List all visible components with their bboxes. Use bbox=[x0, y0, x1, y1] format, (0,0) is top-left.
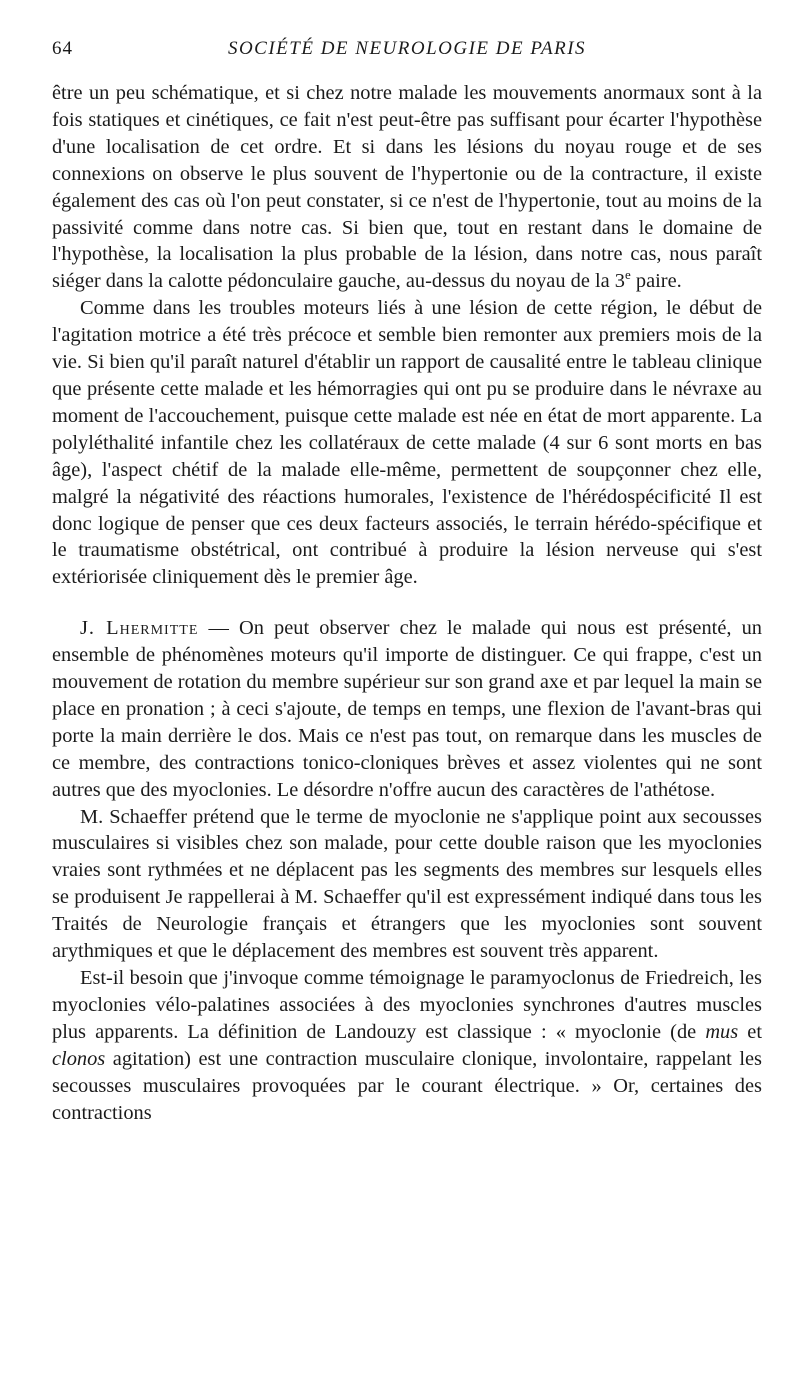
paragraph-lhermitte-text: — On peut observer chez le malade qui nous est présenté, un ensemble de phénomènes moteurs qu'il importe de distinguer. Ce qui frappe, c'est un mouvement de rotation du membre supérieur sur son grand axe et par lequel la main se place en pronation ; à ceci s'ajoute, de temps en temps, une flexion de l'avant-bras qui porte la main derrière le dos. Mais ce n'est pas tout, on remarque dans les muscles de ce membre, des contractions tonico-cloniques brèves et assez violentes qui ne sont autres que des myoclonies. Le désordre n'offre aucun des caractères de l'athétose. bbox=[52, 617, 762, 801]
paragraph-localisation-end: paire. bbox=[630, 270, 682, 293]
book-page bbox=[52, 38, 762, 1126]
paragraph-localisation bbox=[52, 80, 762, 295]
paragraph-schaeffer-reply: M. Schaeffer prétend que le terme de myoclonie ne s'applique point aux secousses musculaires si visibles chez son malade, pour cette double raison que les myoclonies vraies sont rythmées et ne déplacent pas les segments des membres sur lesquels elles se produisent Je rappellerai à M. Schaeffer qu'il est expressément indiqué dans tous les Traités de Neurologie français et étrangers que les myoclonies sont souvent arythmiques et que le déplacement des membres est souvent très apparent. bbox=[52, 805, 762, 963]
term-clonos: clonos bbox=[52, 1047, 106, 1070]
landouzy-text-b: et bbox=[738, 1020, 762, 1043]
term-mus: mus bbox=[705, 1020, 739, 1043]
speaker-name: J. Lhermitte bbox=[80, 617, 199, 640]
paragraph-landouzy-definition bbox=[52, 965, 762, 1126]
running-title: SOCIÉTÉ DE NEUROLOGIE DE PARIS bbox=[227, 38, 587, 59]
running-head bbox=[52, 38, 762, 68]
paragraph-etiology: Comme dans les troubles moteurs liés à une lésion de cette région, le début de l'agitation motrice a été très précoce et semble bien remonter aux premiers mois de la vie. Si bien qu'il paraît naturel d'établir un rapport de causalité entre le tableau clinique que présente cette malade et les hémorragies qui ont pu se produire dans le névraxe au moment de l'accouchement, puisque cette malade est née en état de mort apparente. La polyléthalité infantile chez les collatéraux de cette malade (4 sur 6 sont morts en bas âge), l'aspect chétif de la malade elle-même, permettent de soupçonner chez elle, malgré la négativité des réactions humorales, l'existence de l'hérédospécificité Il est donc logique de penser que ces deux facteurs associés, le terrain hérédo-spécifique et le traumatisme obstétrical, ont contribué à produire la lésion nerveuse qui s'est extériorisée cliniquement dès le premier âge. bbox=[52, 297, 762, 589]
landouzy-text-a: Est-il besoin que j'invoque comme témoignage le paramyoclonus de Friedreich, les myoclonies vélo-palatines associées à des myoclonies synchrones d'autres muscles plus apparents. La définition de Landouzy est classique : « myoclonie (de bbox=[52, 967, 762, 1043]
landouzy-text-c: agitation) est une contraction musculaire clonique, involontaire, rappelant les secousses musculaires provoquées par le courant électrique. » Or, certaines des contractions bbox=[52, 1047, 762, 1124]
paragraph-localisation-text: être un peu schématique, et si chez notre malade les mouvements anormaux sont à la fois statiques et cinétiques, ce fait n'est peut-être pas suffisant pour écarter l'hypothèse d'une localisation de cet ordre. Et si dans les lésions du noyau rouge et de ses connexions on observe le plus souvent de l'hypertonie ou de la contracture, il existe également des cas où l'on peut constater, si ce n'est de l'hypertonie, tout au moins de la passivité comme dans notre cas. Si bien que, tout en restant dans le domaine de l'hypothèse, la localisation la plus probable de la lésion, dans notre cas, nous paraît siéger dans la calotte pédonculaire gauche, au-dessus du noyau de la 3 bbox=[52, 82, 762, 293]
paragraph-lhermitte-remarks bbox=[52, 615, 762, 803]
ordinal-superscript: e bbox=[625, 267, 631, 283]
page-number: 64 bbox=[52, 38, 73, 59]
